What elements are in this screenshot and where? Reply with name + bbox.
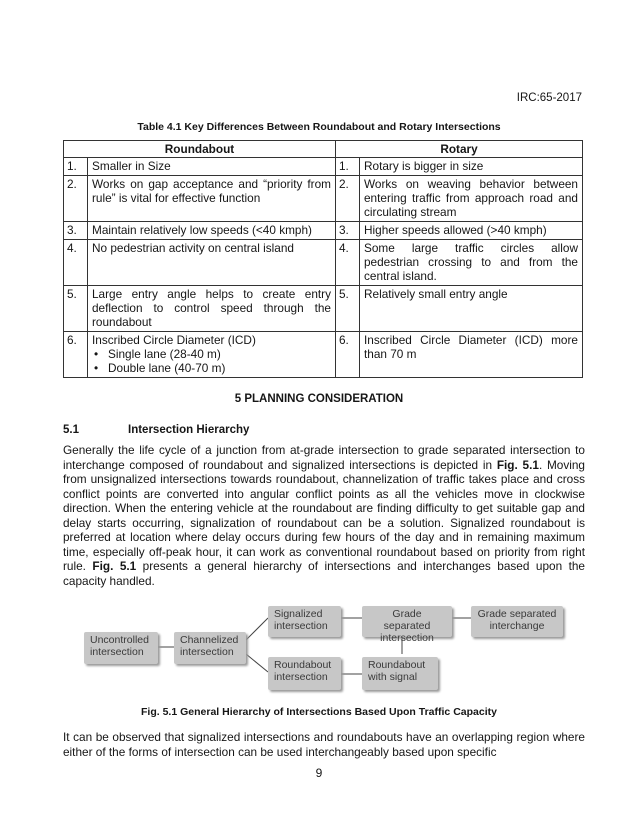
row-number: 5.: [336, 286, 360, 332]
roundabout-cell: No pedestrian activity on central island: [88, 240, 336, 286]
document-code: IRC:65-2017: [516, 92, 582, 104]
row-number: 1.: [64, 158, 88, 176]
row-number: 6.: [336, 332, 360, 378]
bullet-item-double-lane: • Double lane (40-70 m): [92, 361, 331, 375]
roundabout-cell: Works on gap acceptance and “priority from rule” is vital for effective function: [88, 176, 336, 222]
row-number: 2.: [64, 176, 88, 222]
rotary-cell: Works on weaving behavior between entering traffic from approach road and circulating stream: [360, 176, 583, 222]
paragraph-text: presents a general hierarchy of intersections and interchanges based upon the capacity handled.: [63, 559, 585, 588]
row-number: 4.: [336, 240, 360, 286]
rotary-cell: Inscribed Circle Diameter (ICD) more than 70 m: [360, 332, 583, 378]
rotary-cell: Higher speeds allowed (>40 kmph): [360, 222, 583, 240]
node-uncontrolled-intersection: Uncontrolled intersection: [84, 632, 158, 664]
table-caption: Table 4.1 Key Differences Between Roundabout and Rotary Intersections: [137, 121, 501, 133]
section-heading: 5 PLANNING CONSIDERATION: [234, 393, 404, 405]
figure-caption: Fig. 5.1 General Hierarchy of Intersections Based Upon Traffic Capacity: [141, 706, 497, 718]
row-number: 4.: [64, 240, 88, 286]
rotary-cell: Relatively small entry angle: [360, 286, 583, 332]
figure-reference: Fig. 5.1: [496, 457, 539, 472]
icd-label: Inscribed Circle Diameter (ICD): [92, 333, 256, 347]
subsection-number: 5.1: [63, 424, 79, 436]
row-number: 3.: [336, 222, 360, 240]
roundabout-cell: Smaller in Size: [88, 158, 336, 176]
row-number: 3.: [64, 222, 88, 240]
row-number: 2.: [336, 176, 360, 222]
paragraph-text: . Moving from unsignalized intersections towards roundabout, channelization of traffic takes place and cross conflict points are converted into angular conflict points as all the vehicles move in clockwise direction. When the entering vehicle at the roundabout are finding difficulty to get suitable gap and delay starts occurring, signalization of roundabout can be a solution. Signalized roundabout is preferred at location where delay occurs during few hours of the day and in remaining maximum time, especially off-peak hour, it can work as conventional roundabout based on priority from right rule.: [63, 457, 585, 573]
roundabout-cell: Maintain relatively low speeds (<40 kmph): [88, 222, 336, 240]
bullet-item-single-lane: • Single lane (28-40 m): [92, 347, 331, 361]
subsection-title: Intersection Hierarchy: [128, 424, 250, 436]
page-number: 9: [315, 766, 323, 780]
node-channelized-intersection: Channelized intersection: [174, 632, 246, 664]
row-number: 6.: [64, 332, 88, 378]
node-grade-separated-intersection: Grade separated intersection: [362, 606, 452, 637]
rotary-cell: Some large traffic circles allow pedestrian crossing to and from the central island.: [360, 240, 583, 286]
roundabout-cell: Large entry angle helps to create entry deflection to control speed through the roundabout: [88, 286, 336, 332]
node-signalized-intersection: Signalized intersection: [268, 606, 341, 637]
node-grade-separated-interchange: Grade separated interchange: [471, 606, 563, 637]
rotary-cell: Rotary is bigger in size: [360, 158, 583, 176]
node-roundabout-intersection: Roundabout intersection: [268, 657, 341, 690]
column-header-roundabout: Roundabout: [64, 141, 336, 158]
body-paragraph-continued: It can be observed that signalized intersections and roundabouts have an overlapping region where either of the forms of intersection can be used interchangeably based upon specific: [63, 730, 585, 759]
row-number: 1.: [336, 158, 360, 176]
row-number: 5.: [64, 286, 88, 332]
column-header-rotary: Rotary: [336, 141, 583, 158]
node-roundabout-with-signal: Roundabout with signal: [362, 657, 438, 690]
figure-reference: Fig. 5.1: [92, 559, 137, 573]
paragraph-text: Generally the life cycle of a junction from at-grade intersection to grade separated intersection to interchange composed of roundabout and signalized intersections is depicted in: [63, 443, 585, 472]
